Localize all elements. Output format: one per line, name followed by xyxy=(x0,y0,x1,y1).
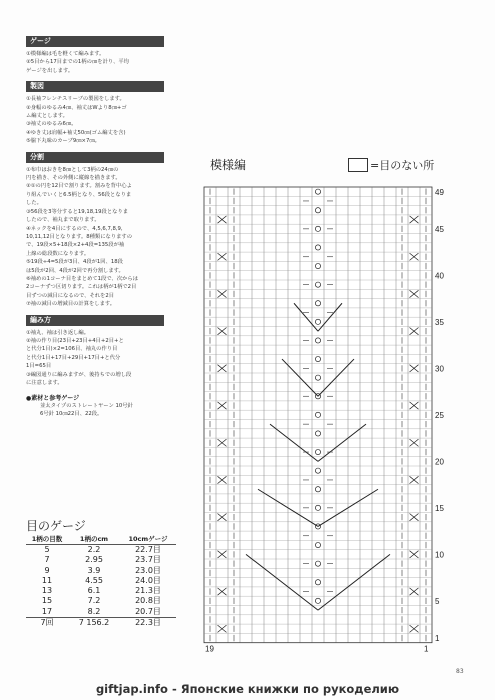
row-number-label: 10 xyxy=(435,550,444,560)
gauge-header-cm: 1柄のcm xyxy=(79,535,109,543)
section-text xyxy=(26,166,174,309)
gauge-row xyxy=(26,555,176,565)
section-header: ゲージ xyxy=(26,36,164,47)
gauge-row xyxy=(26,545,176,555)
gauge-cell: 20.8目 xyxy=(135,596,161,606)
gauge-cell: 22.7目 xyxy=(135,545,161,554)
section-line: ①袖丸、袖は引き返し編。 xyxy=(26,329,90,336)
gauge-cell: 23.7目 xyxy=(135,555,161,565)
row-number-label: 45 xyxy=(435,225,444,234)
row-number-label: 30 xyxy=(435,364,444,374)
chart-legend xyxy=(348,157,434,173)
section-line: 1目=65目 xyxy=(26,363,52,370)
gauge-total-cm: 7 156.2 xyxy=(78,618,110,628)
gauge-cell: 8.2 xyxy=(87,606,101,616)
section-line: り組んでいくと6.5柄となり、56段となりま xyxy=(26,191,132,198)
section-header: 製図 xyxy=(26,81,164,92)
gauge-cell: 6.1 xyxy=(87,586,101,596)
gauge-cell: 20.7目 xyxy=(135,606,161,616)
gauge-cell: 11 xyxy=(41,575,53,585)
col-number-right: 1 xyxy=(424,644,429,654)
gauge-header-row xyxy=(26,535,176,545)
row-number-label: 25 xyxy=(435,411,444,420)
gauge-title: 目のゲージ xyxy=(26,519,86,533)
section-line: は5段が2回、4段が2回で再分割します。 xyxy=(26,267,124,274)
reference-text xyxy=(26,402,174,418)
row-number-label: 40 xyxy=(435,271,444,281)
gauge-cell: 15 xyxy=(41,596,53,606)
row-number-label: 5 xyxy=(435,597,440,606)
gauge-cell: 9 xyxy=(44,565,50,575)
section-line: ②袖の作り目(23目+23目+4目+2目+と xyxy=(26,337,124,344)
chart-grid-border xyxy=(204,187,432,643)
section-line: 上線の総段数になります。 xyxy=(26,250,90,257)
gauge-cell: 5 xyxy=(44,545,50,554)
gauge-row xyxy=(26,576,176,586)
section-line: と代分1目+17目+29目+17目+と代分 xyxy=(26,354,121,361)
gauge-row xyxy=(26,596,176,606)
gauge-cell: 3.9 xyxy=(87,565,101,575)
section-line: ①長袖フレンチスリーブの製図をします。 xyxy=(26,96,125,103)
knitting-chart xyxy=(196,183,454,661)
section-line: 円を描き、その外側に縦線を描きます。 xyxy=(26,175,121,182)
gauge-cell: 7.2 xyxy=(87,596,101,606)
row-number-label: 15 xyxy=(435,504,444,513)
row-number-label: 20 xyxy=(435,457,444,467)
section-text xyxy=(26,50,174,75)
section-line: ①模様編は毛を軽くて編みます。 xyxy=(26,51,105,57)
section-line: ⑤19段÷4=5段が3目、4段が1回、18段 xyxy=(26,259,123,266)
gauge-cell: 21.3目 xyxy=(135,586,161,596)
section-line: ⑦袖の減目の増減目の計算をします。 xyxy=(26,301,116,308)
reference-line: 並太タイプのストレートヤーン 10号針 xyxy=(40,403,133,410)
section-line: ゲージを出します。 xyxy=(26,67,74,74)
section-text xyxy=(26,95,174,145)
section-line: と代分1目)×2=106目、袖丸の作り目 xyxy=(26,346,118,353)
section-line: に注意します。 xyxy=(26,380,63,386)
row-number-label: 49 xyxy=(435,187,444,197)
section-line: ③56段を3等分すると19,18,19段となりま xyxy=(26,208,129,215)
section-line: ⑤脇下丸味のカーブ9㎝×7㎝。 xyxy=(26,138,100,145)
gauge-header-count: 1柄の目数 xyxy=(31,535,63,543)
gauge-table xyxy=(26,535,176,628)
section-line: ②身幅のゆるみ4㎝、袖丈はWより8㎝+ゴ xyxy=(26,104,127,111)
section-line: 目ずつの減目になるので、それを2目 xyxy=(26,292,115,299)
instructions-column xyxy=(26,30,174,418)
gauge-row xyxy=(26,586,176,596)
gauge-cell: 23.0目 xyxy=(135,565,161,575)
gauge-cell: 7 xyxy=(44,555,50,565)
section-line: ②①の円を12目で割ります。割みを背中心よ xyxy=(26,183,132,190)
gauge-cell: 24.0目 xyxy=(135,575,161,585)
gauge-header-10cm: 10cmゲージ xyxy=(128,535,168,543)
section-header: 分割 xyxy=(26,152,164,163)
gauge-row xyxy=(26,607,176,617)
legend-label: =目のない所 xyxy=(370,159,435,172)
section-line: 2コーナずつ区切ります。これは柄が1柄で2目 xyxy=(26,284,137,291)
gauge-cell: 4.55 xyxy=(85,575,103,585)
section-line: ①布巾はおきを8㎝として3柄の24㎝の xyxy=(26,166,119,173)
section-line: で、19段×5+18段×2+4段=135段が袖 xyxy=(26,242,125,249)
section-text xyxy=(26,329,174,388)
page-number: 83 xyxy=(456,668,464,675)
row-number-label: 35 xyxy=(435,318,444,327)
section-line: ④ネックを4目にするので、4,5,6,7,8,9, xyxy=(26,225,123,232)
section-line: したので、袖丸まで取ります。 xyxy=(26,217,100,224)
section-line: ⑥袖めの1コーナ目をまとめて1段で、次からは xyxy=(26,275,139,282)
col-number-left: 19 xyxy=(205,644,214,654)
gauge-cell: 17 xyxy=(41,606,53,616)
section-header: 編み方 xyxy=(26,315,164,326)
gauge-row xyxy=(26,566,176,576)
legend-empty-box xyxy=(348,158,368,172)
row-number-label: 1 xyxy=(435,634,440,644)
section-line: ム編丈とします。 xyxy=(26,113,68,120)
reference-line: 6号針 10㎝22目、22段。 xyxy=(40,411,103,418)
section-line: した。 xyxy=(26,200,42,207)
gauge-cell: 2.95 xyxy=(85,555,103,565)
gauge-cell: 13 xyxy=(41,586,53,596)
gauge-cell: 2.2 xyxy=(87,545,101,554)
section-line: ③編図通りに編みますが、後持ちでの増し段 xyxy=(26,371,132,378)
section-line: ②5目から17目までの1柄の㎝を計り、平均 xyxy=(26,59,129,66)
reference-title: ●素材と参考ゲージ xyxy=(26,395,80,403)
section-line: ③袖丈のゆるみ6㎝。 xyxy=(26,121,77,128)
gauge-total-gauge: 22.3目 xyxy=(135,618,161,628)
gauge-total-count: 7回 xyxy=(40,618,54,628)
section-line: ④ゆき丈は肩幅+袖丈50㎝(ゴム編丈を含) xyxy=(26,129,126,136)
chart-title: 模様編 xyxy=(210,158,247,172)
section-line: 10,11,12目となります。8種類になりますの xyxy=(26,233,132,240)
gauge-total-row xyxy=(26,617,176,628)
footer-watermark: giftjap.info - Японские книжки по рукоделию xyxy=(95,682,400,696)
